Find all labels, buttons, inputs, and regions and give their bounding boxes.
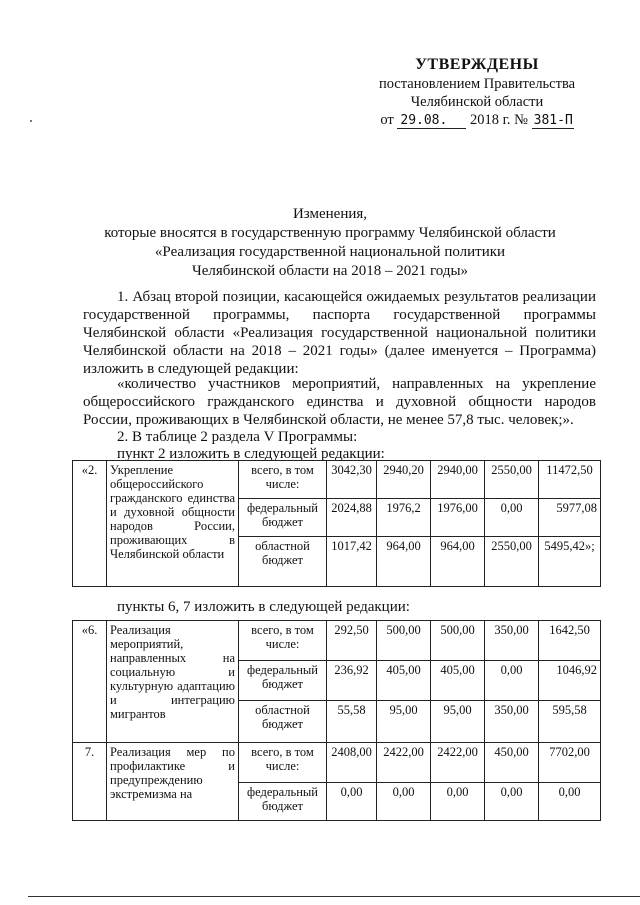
- budget-type: областной бюджет: [239, 701, 327, 743]
- approval-line2: Челябинской области: [410, 94, 544, 110]
- value-cell: 964,00: [377, 537, 431, 587]
- budget-type: всего, в том числе:: [239, 621, 327, 661]
- table-row: [73, 621, 601, 661]
- document-heading: [40, 205, 620, 281]
- paragraph-1: 1. Абзац второй позиции, касающейся ожидаемых результатов реализации государственной программы, паспорта государственной программы Челябинской области «Реализация государственной национальной политики Челябинской области на 2018 – 2021 годы» (далее именуется – Программа) изложить в следующей редакции:: [83, 289, 596, 377]
- points-6-7-intro: пункты 6, 7 изложить в следующей редакции:: [117, 599, 410, 615]
- value-cell: 1642,50: [539, 621, 601, 661]
- heading-line3: «Реализация государственной национальной политики: [154, 244, 506, 260]
- value-cell: 1976,00: [431, 499, 485, 537]
- budget-type: областной бюджет: [239, 537, 327, 587]
- approval-block: [352, 56, 602, 129]
- scan-speck: [30, 120, 32, 122]
- value-cell: 0,00: [485, 661, 539, 701]
- value-cell: 2940,00: [431, 461, 485, 499]
- value-cell: 350,00: [485, 701, 539, 743]
- point-name: Реализация мер по профилактике и предупреждению экстремизма на: [107, 743, 239, 821]
- value-cell: 2550,00: [485, 537, 539, 587]
- value-cell: 1046,92: [539, 661, 601, 701]
- heading-line4: Челябинской области на 2018 – 2021 годы»: [191, 263, 469, 279]
- budget-type: федеральный бюджет: [239, 783, 327, 821]
- budget-type: всего, в том числе:: [239, 743, 327, 783]
- table-row: [73, 743, 601, 783]
- value-cell: 11472,50: [539, 461, 601, 499]
- approval-year: 2018 г. №: [470, 112, 529, 128]
- value-cell: 0,00: [485, 783, 539, 821]
- heading-line2: которые вносятся в государственную программу Челябинской области: [104, 225, 556, 241]
- value-cell: 292,50: [327, 621, 377, 661]
- value-cell: 2550,00: [485, 461, 539, 499]
- value-cell: 1976,2: [377, 499, 431, 537]
- value-cell: 2422,00: [431, 743, 485, 783]
- heading-line1: Изменения,: [292, 206, 368, 222]
- value-cell: 0,00: [485, 499, 539, 537]
- table-row: [73, 461, 601, 499]
- value-cell: 405,00: [377, 661, 431, 701]
- value-cell: 2024,88: [327, 499, 377, 537]
- value-cell: 350,00: [485, 621, 539, 661]
- value-cell: 450,00: [485, 743, 539, 783]
- value-cell: 0,00: [539, 783, 601, 821]
- value-cell: 2408,00: [327, 743, 377, 783]
- value-cell: 2940,20: [377, 461, 431, 499]
- value-cell: 0,00: [377, 783, 431, 821]
- budget-type: всего, в том числе:: [239, 461, 327, 499]
- approval-from: от: [380, 112, 394, 128]
- budget-type: федеральный бюджет: [239, 499, 327, 537]
- value-cell: 964,00: [431, 537, 485, 587]
- value-cell: 500,00: [377, 621, 431, 661]
- item-2-sub: пункт 2 изложить в следующей редакции:: [117, 446, 385, 462]
- value-cell: 405,00: [431, 661, 485, 701]
- value-cell: 2422,00: [377, 743, 431, 783]
- value-cell: 0,00: [327, 783, 377, 821]
- value-cell: 5495,42»;: [539, 537, 601, 587]
- value-cell: 5977,08: [539, 499, 601, 537]
- budget-type: федеральный бюджет: [239, 661, 327, 701]
- point-number: «6.: [73, 621, 107, 743]
- value-cell: 595,58: [539, 701, 601, 743]
- approval-line1: постановлением Правительства: [378, 76, 576, 92]
- value-cell: 236,92: [327, 661, 377, 701]
- value-cell: 95,00: [431, 701, 485, 743]
- table-points-6-7: [72, 620, 601, 821]
- point-name: Укрепление общероссийского гражданского единства и духовной общности народов России, проживающих в Челябинской области: [107, 461, 239, 587]
- point-number: «2.: [73, 461, 107, 587]
- value-cell: 1017,42: [327, 537, 377, 587]
- approval-date-line: [352, 111, 602, 129]
- item-2: 2. В таблице 2 раздела V Программы:: [117, 429, 358, 445]
- value-cell: 95,00: [377, 701, 431, 743]
- quote-paragraph: «количество участников мероприятий, направленных на укрепление общероссийского гражданского единства и духовной общности народов России, проживающих в Челябинской области, не менее 57,8 тыс. человек;».: [83, 376, 596, 428]
- point-number: 7.: [73, 743, 107, 821]
- value-cell: 500,00: [431, 621, 485, 661]
- approval-date: 29.08.: [397, 113, 466, 129]
- value-cell: 55,58: [327, 701, 377, 743]
- point-name: Реализация мероприятий, направленных на социальную и культурную адаптацию и интеграцию мигрантов: [107, 621, 239, 743]
- value-cell: 7702,00: [539, 743, 601, 783]
- value-cell: 0,00: [431, 783, 485, 821]
- approval-title: УТВЕРЖДЕНЫ: [415, 56, 539, 73]
- value-cell: 3042,30: [327, 461, 377, 499]
- page-bottom-edge: [28, 896, 640, 897]
- approval-number: 381-П: [533, 113, 573, 128]
- table-point-2: [72, 460, 601, 587]
